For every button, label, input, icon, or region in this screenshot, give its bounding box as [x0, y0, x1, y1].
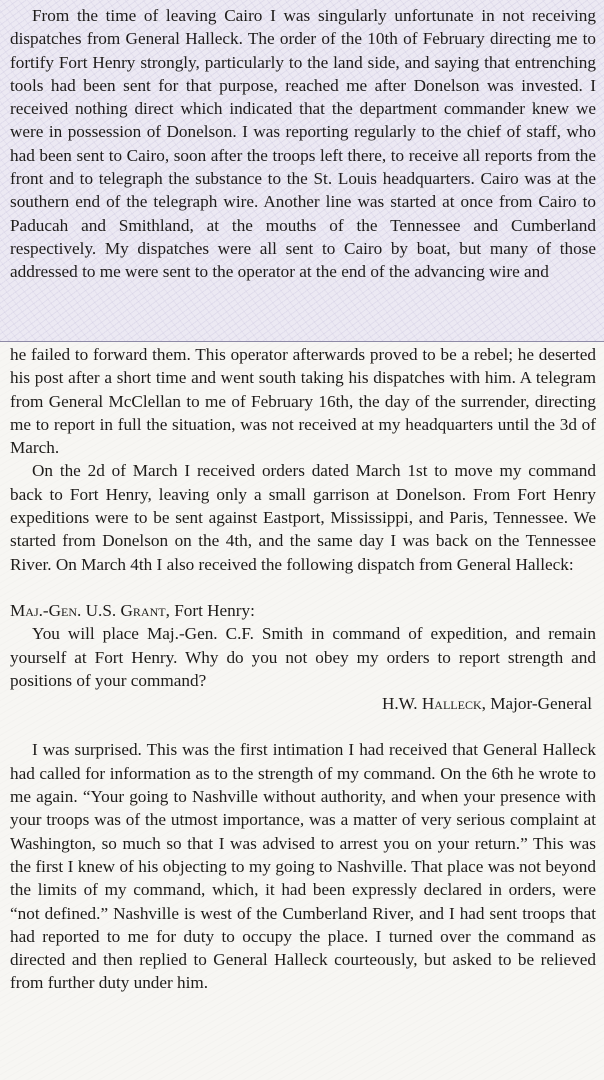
paragraph-dispatches-intro: From the time of leaving Cairo I was singularly unfortunate in not receiving dispatches from General Halleck. The order of the 10th of February directing me to fortify Fort Henry strongly, particularly to the land side, and saying that entrenching tools had been sent for that purpose, reached me after Donelson was invested. I received nothing direct which indicated that the department commander knew we were in possession of Donelson. I was reporting regularly to the chief of staff, who had been sent to Cairo, soon after the troops left there, to receive all reports from the front and to telegraph the substance to the St. Louis headquarters. Cairo was at the southern end of the telegraph wire. Another line was started at once from Cairo to Paducah and Smithland, at the mouths of the Tennessee and Cumberland respectively. My dispatches were all sent to Cairo by boat, but many of those addressed to me were sent to the operator at the end of the advancing wire and — [10, 6, 596, 282]
lower-clipping — [0, 342, 604, 1080]
dispatch-addressee-name: Maj.-Gen. U.S. Grant — [10, 600, 166, 620]
upper-clipping — [0, 0, 604, 342]
halleck-dispatch — [10, 599, 596, 715]
dispatch-signature — [10, 692, 596, 715]
dispatch-signature-name: H.W. Halleck — [381, 694, 482, 714]
dispatch-signature-title: , Major-General — [481, 694, 592, 714]
paragraph-move-to-fort-henry: On the 2d of March I received orders dated March 1st to move my command back to Fort Henry, leaving only a small garrison at Donelson. From Fort Henry expeditions were to be sent against Eastport, Mississippi, and Paris, Tennessee. We started from Donelson on the 4th, and the same day I was back on the Tennessee River. On March 4th I also received the following dispatch from General Halleck: — [10, 461, 596, 574]
dispatch-addressee — [10, 599, 596, 622]
paragraph-halleck-complaint: I was surprised. This was the first intimation I had received that General Halleck had called for information as to the strength of my command. On the 6th he wrote to me again. “Your going to Nashville without authority, and when your presence with your troops was of the utmost importance, was a matter of very serious complaint at Washington, so much so that I was advised to arrest you on your return.” This was the first I knew of his objecting to my going to Nashville. That place was not beyond the limits of my command, which, it had been expressly declared in orders, were “not defined.” Nashville is west of the Cumberland River, and I had sent troops that had reported to me for duty to occupy the place. I turned over the command as directed and then replied to General Halleck courteously, but asked to be relieved from further duty under him. — [10, 740, 596, 993]
dispatch-body: You will place Maj.-Gen. C.F. Smith in command of expedition, and remain yourself at Fort Henry. Why do you not obey my orders to report strength and positions of your command? — [10, 624, 596, 690]
dispatch-addressee-place: , Fort Henry: — [165, 600, 255, 620]
paragraph-dispatches-continued: he failed to forward them. This operator afterwards proved to be a rebel; he deserted his post after a short time and went south taking his dispatches with him. A telegram from General McClellan to me of February 16th, the day of the surrender, directing me to report in full the situation, was not received at my headquarters until the 3d of March. — [10, 345, 596, 458]
